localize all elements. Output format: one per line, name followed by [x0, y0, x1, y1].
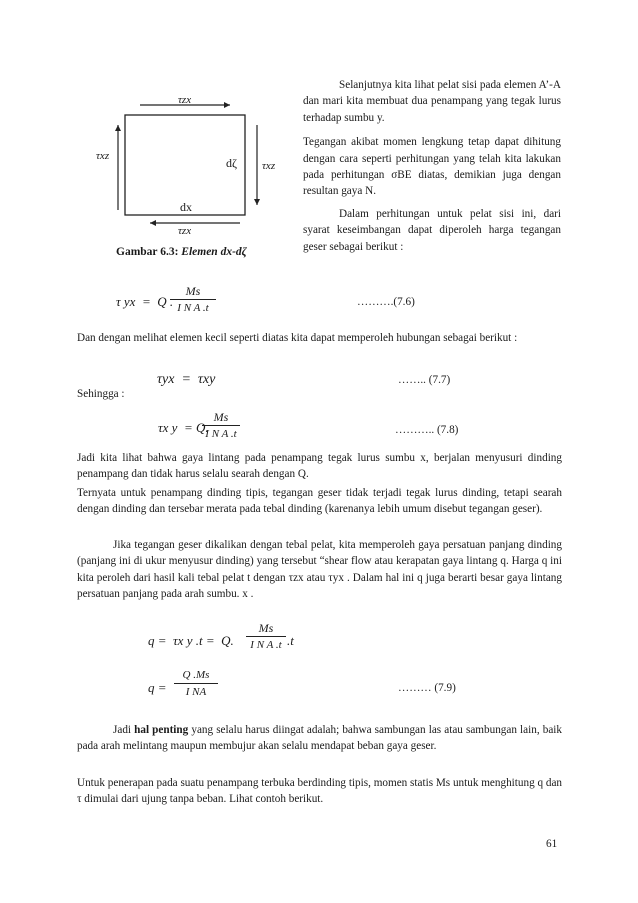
eq79-tag: ……… (7.9): [398, 682, 456, 694]
sehingga-label: Sehingga :: [77, 388, 125, 400]
eq77-expression: τyx = τxy: [157, 372, 216, 387]
caption-title: Elemen dx-dζ: [181, 246, 247, 258]
intro-text: Dan dengan melihat elemen kecil seperti diatas kita dapat memperoleh hubungan sebagai berikut :: [77, 332, 518, 344]
label-tau-zx-top: τzx: [178, 94, 192, 106]
eq77-tag: …….. (7.7): [398, 374, 451, 386]
right-paragraph-2: Tegangan akibat momen lengkung tetap dapat dihitung dengan cara seperti perhitungan yang telah kita lakukan pada perhitungan σBE diatas, demikian juga dengan resultan gaya N.: [303, 136, 561, 198]
right-paragraph-3: Dalam perhitungan untuk pelat sisi ini, dari syarat keseimbangan dapat diperoleh harga tegangan geser sebagai berikut :: [303, 207, 561, 253]
eq79-denominator: I NA: [185, 686, 207, 698]
eq-q1-denominator: I N A .t: [250, 639, 282, 651]
paragraph-a: Jadi kita lihat bahwa gaya lintang pada penampang tegak lurus sumbu x, berjalan menyusuri dinding penampang dan tidak harus selalu searah dengan Q.: [77, 452, 562, 481]
paragraph-e: Untuk penerapan pada suatu penampang terbuka berdinding tipis, momen statis Ms untuk menghitung q dan τ dimulai dari ujung tanpa beban. Lihat contoh berikut.: [77, 777, 563, 806]
eq78-fraction: [202, 410, 240, 441]
eq-q1-numerator: Ms: [258, 621, 274, 635]
eq79-lhs: q =: [148, 680, 167, 695]
eq78-denominator: I N A .t: [205, 428, 237, 440]
eq79-numerator: Q .Ms: [182, 669, 210, 681]
right-column: [303, 77, 561, 255]
paragraph-d-post: yang selalu harus diingat adalah; bahwa sambungan las atau sambungan lain, baik pada arah melintang maupun membujur akan selalu mendapat beban gaya geser.: [77, 724, 562, 753]
figure-caption: [116, 246, 247, 258]
paragraph-d: [77, 722, 562, 755]
paragraph-c: Jika tegangan geser dikalikan dengan tebal pelat, kita memperoleh gaya persatuan panjang dinding (panjang ini di ukur menyusur dinding) yang tersebut “shear flow atau kerapatan gaya lintang q. Harga q ini kita peroleh dari hasil kali tebal pelat t dengan τzx atau τyx . Dalam hal ini q juga berarti besar gaya lintang persatuan panjang pada arah sumbu. x .: [77, 539, 562, 601]
eq-q1-tail: .t: [287, 633, 294, 648]
label-tau-zx-bottom: τzx: [178, 225, 192, 237]
right-paragraph-1: Selanjutnya kita lihat pelat sisi pada elemen A’-A dan mari kita membuat dua penampang yang tegak lurus terhadap sumbu y.: [303, 79, 561, 124]
eq-q1-lhs: q = τx y .t = Q.: [148, 633, 234, 648]
element-diagram: [80, 85, 290, 240]
eq79-fraction: [174, 668, 218, 699]
label-dzeta: dζ: [226, 156, 237, 170]
eq78-numerator: Ms: [213, 410, 229, 424]
eq76-fraction: [170, 284, 216, 315]
label-tau-xz-left: τxz: [96, 150, 110, 162]
eq78-lhs: τx y = Q.: [158, 420, 209, 435]
paragraph-d-pre: Jadi: [113, 724, 135, 736]
eq76-lhs: τ yx = Q .: [116, 294, 174, 309]
paragraph-b: Ternyata untuk penampang dinding tipis, tegangan geser tidak terjadi tegak lurus dinding, tetapi searah dengan dinding dan tersebar merata pada tebal dinding (karenanya lebih umum disebut tegangan geser).: [77, 487, 562, 516]
label-dx: dx: [180, 200, 192, 214]
paragraph-d-bold: hal penting: [134, 724, 189, 736]
eq-q1-fraction: [246, 621, 286, 652]
eq76-denominator: I N A .t: [177, 302, 209, 314]
eq76-tag: ……….(7.6): [357, 296, 415, 308]
page-number: 61: [546, 838, 558, 850]
eq78-tag: ……….. (7.8): [395, 424, 459, 436]
label-tau-xz-right: τxz: [262, 160, 276, 172]
eq76-numerator: Ms: [185, 284, 201, 298]
caption-prefix: Gambar 6.3:: [116, 246, 179, 258]
